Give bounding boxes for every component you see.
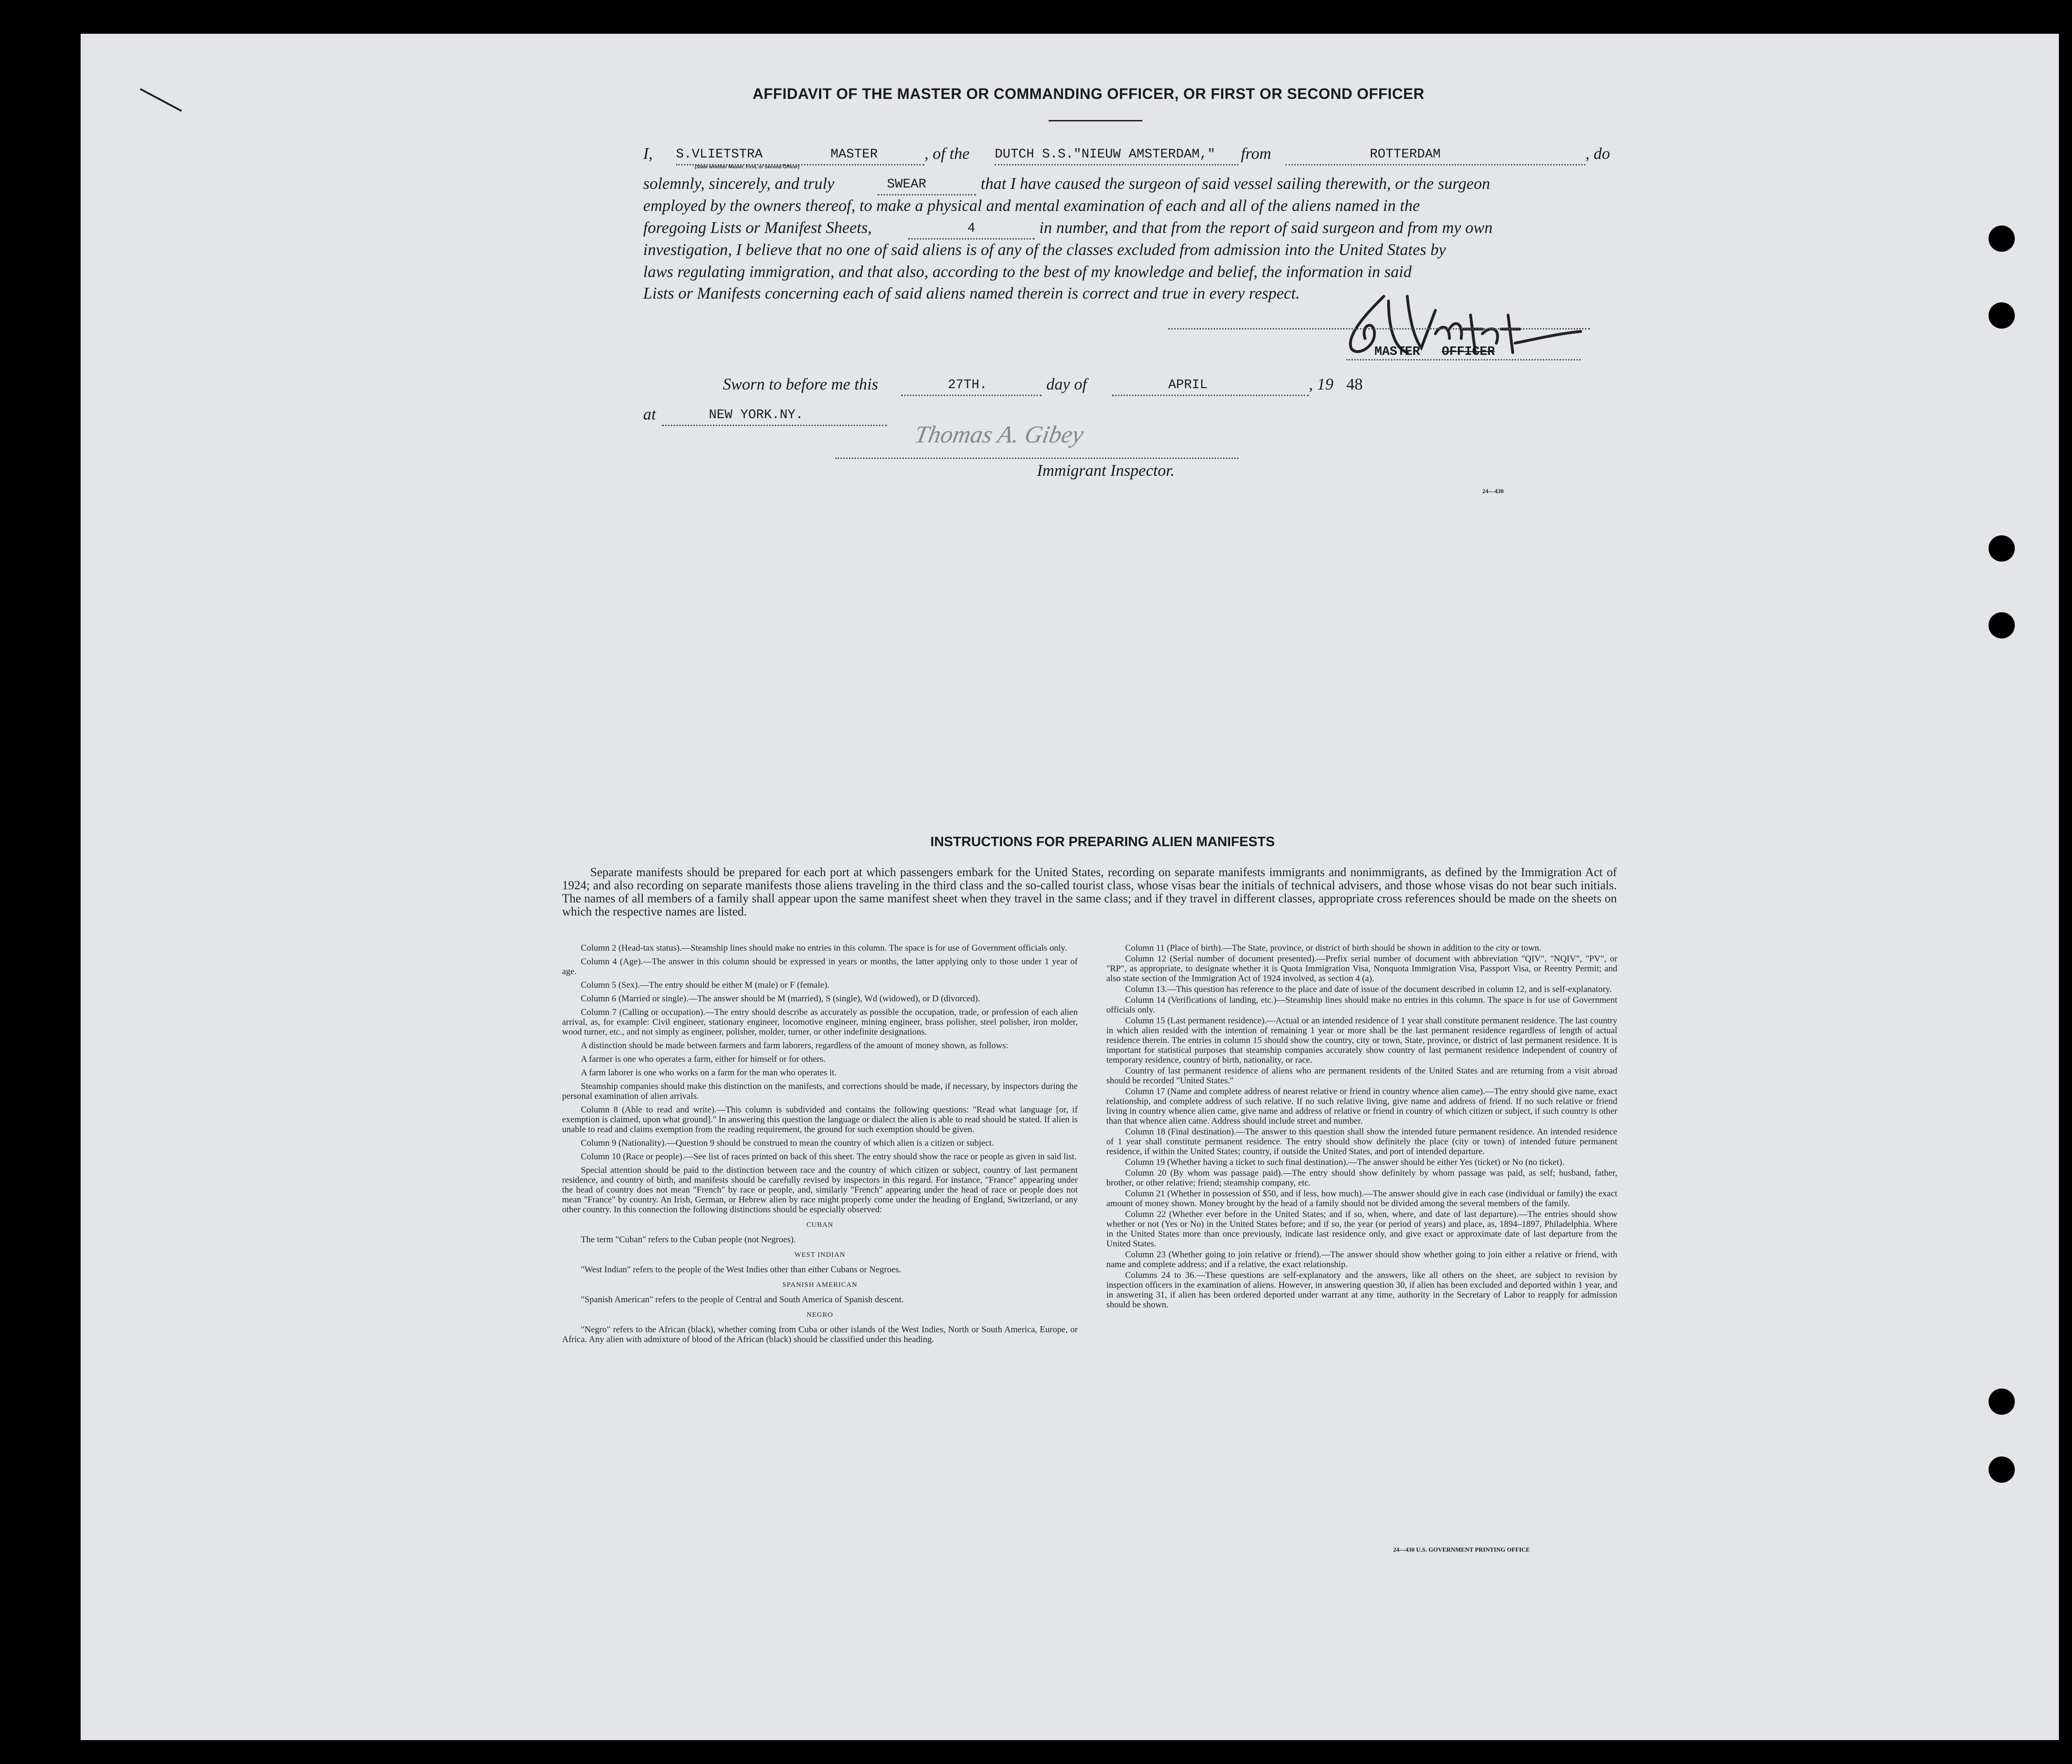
instruction-paragraph: Column 8 (Able to read and write).—This column is subdivided and contains the following questions: "Read what language [or, if exemption is claimed, upon what ground]." In answering this question the language or dialect the alien is able to read should be stated. If alien is unable to read and claims exemption from the reading requirement, the ground for such exemption should be given.	[562, 1105, 1078, 1134]
instruction-paragraph: Column 18 (Final destination).—The answer to this question shall show the intended future permanent residence. An intended residence of 1 year shall constitute permanent residence. The entry should show definitely the place (city or town) of intended future permanent residence, if within the United States; country, if outside the United States, and port of intended departure.	[1106, 1127, 1617, 1156]
instruction-paragraph: Column 11 (Place of birth).—The State, province, or district of birth should be shown in addition to the city or town.	[1125, 943, 1541, 953]
rank-field: MASTER	[784, 145, 924, 165]
instructions-intro: Separate manifests should be prepared for each port at which passengers embark for the United States, recording on separate manifests immigrants and nonimmigrants, as defined by the Immigration Act of 1924; and also recording on separate manifests those aliens traveling in the third class and the so-called tourist class, whose visas bear the initials of technical advisers, and those whose visas do not bear such initials. The names of all members of a family shall appear upon the same manifest sheet when they travel in the same class; and if they travel in different classes, appropriate cross references should be made on the sheets on which the respective names are listed.	[562, 865, 1617, 918]
race-definition: "West Indian" refers to the people of the West Indies other than either Cubans or Negroes.	[581, 1265, 901, 1275]
affidavit-line-4: foregoing Lists or Manifest Sheets, 4 in number, and that from the report of said surgeon and from my own	[643, 218, 1618, 237]
departure-port-field: ROTTERDAM	[1285, 145, 1585, 165]
inspector-signature: Thomas A. Gibey	[912, 421, 1086, 448]
instruction-paragraph: Column 4 (Age).—The answer in this column should be expressed in years or months, the latter applying only to those under 1 year of age.	[562, 957, 1078, 976]
binder-hole	[1989, 225, 2015, 252]
instruction-paragraph: Column 23 (Whether going to join relative or friend).—The answer should show whether going to join either a relative or friend, with name and complete address; and if a relative, the exact relationship.	[1106, 1250, 1617, 1269]
instruction-paragraph: Column 2 (Head-tax status).—Steamship lines should make no entries in this column. The space is for use of Government officials only.	[581, 943, 1067, 953]
binder-hole	[1989, 302, 2015, 329]
master-signature-line	[1168, 328, 1590, 330]
race-definition: "Spanish American" refers to the people of Central and South America of Spanish descent.	[581, 1295, 904, 1305]
place-line: at NEW YORK.NY.	[643, 405, 924, 424]
instruction-paragraph: Column 12 (Serial number of document presented).—Prefix serial number of document with abbreviation "QIV", "NQIV", "PV", or "RP", as appropriate, to designate whether it is Quota Immigration Visa, Nonquota Immigration Visa, Passport Visa, or Reentry Permit; and also state section of the Immigration Act of 1924 involved, as section 4 (a).	[1106, 954, 1617, 983]
instructions-right-column	[1106, 943, 1617, 1311]
instruction-paragraph: Column 7 (Calling or occupation).—The entry should describe as accurately as possible the occupation, trade, or profession of each alien arrival, as, for example: Civil engineer, stationary engineer, locomotive engineer, mining engineer, brass polisher, steel polisher, iron molder, wood turner, etc., and not simply as engineer, polisher, molder, turner, or other indefinite designations.	[562, 1007, 1078, 1037]
inspector-title: Immigrant Inspector.	[1037, 461, 1175, 480]
inspector-signature-line	[835, 458, 1239, 459]
instruction-paragraph: Column 9 (Nationality).—Question 9 should be construed to mean the country of which alien is a citizen or subject.	[581, 1138, 994, 1148]
race-definition: The term "Cuban" refers to the Cuban people (not Negroes).	[581, 1235, 796, 1245]
race-heading: NEGRO	[806, 1311, 833, 1319]
affidavit-line-7: Lists or Manifests concerning each of said aliens named therein is correct and true in every respect.	[643, 284, 1300, 302]
instruction-paragraph: Column 15 (Last permanent residence).—Actual or an intended residence of 1 year shall constitute permanent residence. The last country in which alien resided with the intention of remaining 1 year or more shall be the last permanent residence regardless of length of actual residence therein. The entries in column 15 should show the country, city or town, State, province, or district of last permanent residence. It is important for statistical purposes that steamship companies accurately show country of last permanent residence independent of country of temporary residence, country of birth, nationality, or race.	[1106, 1016, 1617, 1065]
instruction-paragraph: A farm laborer is one who works on a farm for the man who operates it.	[581, 1068, 837, 1078]
instruction-paragraph: Column 6 (Married or single).—The answer should be M (married), S (single), Wd (widowed), or D (divorced).	[581, 994, 980, 1004]
instruction-paragraph: Steamship companies should make this distinction on the manifests, and corrections should be made, if necessary, by inspectors during the personal examination of alien arrivals.	[562, 1081, 1078, 1101]
signatory-title: MASTER OFFICER	[1346, 345, 1581, 360]
binder-hole	[1989, 612, 2015, 638]
sheet-count-field: 4	[908, 219, 1035, 240]
race-heading: CUBAN	[806, 1221, 833, 1229]
binder-hole	[1989, 1389, 2015, 1415]
ship-name-field: DUTCH S.S."NIEUW AMSTERDAM,"	[995, 145, 1239, 165]
sworn-place-field: NEW YORK.NY.	[662, 406, 887, 426]
sworn-line: Sworn to before me this 27TH. day of APRIL , 19 48	[723, 375, 1379, 394]
affidavit-title: AFFIDAVIT OF THE MASTER OR COMMANDING OFFICER, OR FIRST OR SECOND OFFICER	[752, 85, 1425, 102]
affidavit-line-3: employed by the owners thereof, to make a physical and mental examination of each and all of the aliens named in the	[643, 196, 1420, 215]
race-heading: WEST INDIAN	[794, 1251, 846, 1259]
instruction-paragraph: Column 5 (Sex).—The entry should be either M (male) or F (female).	[581, 980, 830, 990]
master-name-field: S.VLIETSTRA	[676, 145, 784, 165]
race-heading: SPANISH AMERICAN	[782, 1281, 858, 1289]
instruction-paragraph: Column 13.—This question has reference to the place and date of issue of the document described in column 12, and is self-explanatory.	[1125, 984, 1612, 994]
instruction-paragraph: Column 10 (Race or people).—See list of races printed on back of this sheet. The entry should show the race or people as given in said list.	[581, 1152, 1077, 1162]
binder-hole	[1989, 535, 2015, 562]
instructions-title: INSTRUCTIONS FOR PREPARING ALIEN MANIFESTS	[930, 834, 1275, 849]
title-rule	[1049, 120, 1142, 121]
document-page	[81, 34, 2059, 1740]
binder-hole	[1989, 1456, 2015, 1483]
affidavit-line-2: solemnly, sincerely, and truly SWEAR that I have caused the surgeon of said vessel sailing therewith, or the surgeon	[643, 174, 1618, 193]
instruction-paragraph: Column 17 (Name and complete address of nearest relative or friend in country whence alien came).—The entry should give name, exact relationship, and complete address of such relative. If no such relative living, give name and address of friend. If no such relative or friend living in country whence alien came, give name and address of relative or friend in country of which citizen or subject, if such country is other than that whence alien came. Address should include street and number.	[1106, 1087, 1617, 1126]
rank-note: (State whether Master, First, or Second Officer)	[695, 165, 800, 170]
instruction-paragraph: Special attention should be paid to the distinction between race and the country of which citizen or subject, country of last permanent residence, and country of birth, and manifests should be carefully revised by inspectors in this regard. For instance, "France" appearing under the head of country does not mean "French" by race or people, and, similarly "French" appearing under the head of race or people does not mean "France" by country. An Irish, German, or Hebrew alien by race might properly come under the heading of England, Switzerland, or any other country. In this connection the following distinctions should be especially observed:	[562, 1165, 1078, 1215]
instruction-paragraph: Column 22 (Whether ever before in the United States; and if so, when, where, and date of last departure).—The entries should show whether or not (Yes or No) in the United States before; and if so, the year (or period of years) and place, as, 1894–1897, Philadelphia. Where in the United States more than once previously, indicate last residence only, and give exact or approximate date of last departure from the United States.	[1106, 1209, 1617, 1249]
instruction-paragraph: A farmer is one who operates a farm, either for himself or for others.	[581, 1054, 826, 1064]
printing-office-footer: 24—430 U.S. GOVERNMENT PRINTING OFFICE	[1393, 1546, 1530, 1553]
affidavit-line-6: laws regulating immigration, and that also, according to the best of my knowledge and belief, the information in said	[643, 263, 1412, 281]
instructions-left-column	[562, 943, 1078, 1348]
form-number: 24—430	[1482, 488, 1504, 495]
sworn-day-field: 27TH.	[901, 376, 1042, 396]
affidavit-line-1: I, S.VLIETSTRA MASTER , of the DUTCH S.S."NIEUW AMSTERDAM," from ROTTERDAM , do	[643, 144, 1618, 163]
instruction-paragraph: A distinction should be made between farmers and farm laborers, regardless of the amount of money shown, as follows:	[581, 1041, 1008, 1051]
sworn-month-field: APRIL	[1112, 376, 1309, 396]
sworn-year-field: 48	[1346, 375, 1363, 393]
affidavit-line-5: investigation, I believe that no one of said aliens is of any of the classes excluded from admission into the United States by	[643, 240, 1446, 259]
instruction-paragraph: Column 19 (Whether having a ticket to such final destination).—The answer should be either Yes (ticket) or No (no ticket).	[1125, 1157, 1565, 1167]
race-definition: "Negro" refers to the African (black), whether coming from Cuba or other islands of the West Indies, North or South America, Europe, or Africa. Any alien with admixture of blood of the African (black) should be classified under this heading.	[562, 1325, 1078, 1344]
instruction-paragraph: Columns 24 to 36.—These questions are self-explanatory and the answers, like all others on the sheet, are subject to revision by inspection officers in the examination of aliens. However, in answering question 30, if alien has been excluded and deported within 1 year, and in answering 31, if alien has been ordered deported under warrant at any time, authority in the Secretary of Labor to reapply for admission should be shown.	[1106, 1270, 1617, 1310]
oath-field: SWEAR	[878, 175, 976, 195]
instruction-paragraph: Country of last permanent residence of aliens who are permanent residents of the United States and are returning from a visit abroad should be recorded "United States."	[1106, 1066, 1617, 1086]
instruction-paragraph: Column 21 (Whether in possession of $50, and if less, how much).—The answer should give in each case (individual or family) the exact amount of money shown. Money brought by the head of a family should not be divided among the several members of the family.	[1106, 1189, 1617, 1209]
instruction-paragraph: Column 14 (Verifications of landing, etc.)—Steamship lines should make no entries in this column. The space is for use of Government officials only.	[1106, 995, 1617, 1015]
instruction-paragraph: Column 20 (By whom was passage paid).—The entry should show definitely by whom passage was paid, as self; husband, father, brother, or other relative; friend; steamship company, etc.	[1106, 1168, 1617, 1188]
